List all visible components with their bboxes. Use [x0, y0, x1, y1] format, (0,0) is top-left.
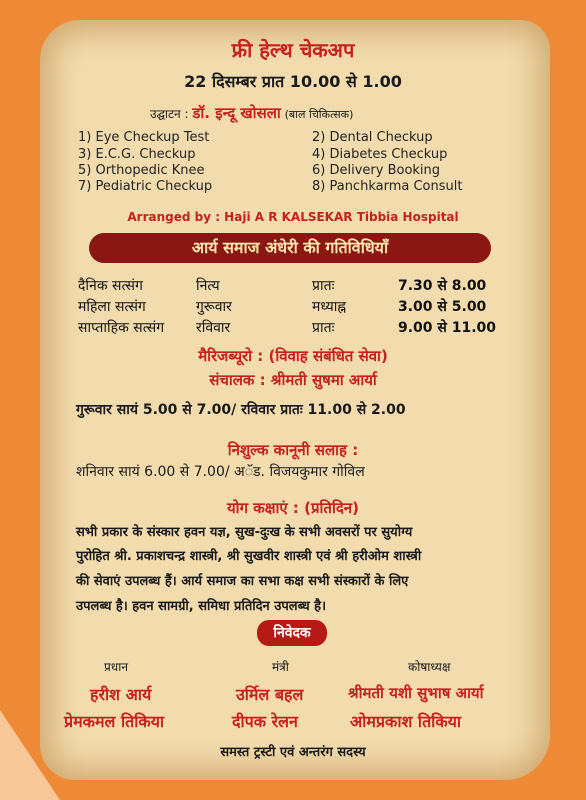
service-item: 5) Orthopedic Knee: [78, 163, 205, 178]
schedule-day: गुरूवार: [196, 299, 232, 315]
service-item: 8) Panchkarma Consult: [312, 179, 463, 194]
schedule-time: 7.30 से 8.00: [398, 278, 487, 294]
service-item: 4) Diabetes Checkup: [312, 147, 448, 162]
arranged-by: Arranged by : Haji A R KALSEKAR Tibbia Hospital: [127, 210, 459, 224]
schedule-name: दैनिक सत्संग: [78, 278, 143, 294]
schedule-period: प्रातः: [312, 320, 335, 336]
role-treasurer: कोषाध्यक्ष: [408, 660, 451, 674]
schedule-name: महिला सत्संग: [78, 299, 146, 315]
service-item: 1) Eye Checkup Test: [78, 130, 210, 145]
inaugurator-note: (बाल चिकित्सक): [284, 108, 354, 121]
inaugurator-name: डॉ. इन्दू खोसला: [192, 104, 281, 122]
paragraph-line: पुरोहित श्री. प्रकाशचन्द्र शास्त्री, श्री सुखवीर शास्त्री एवं श्री हरीओम शास्त्री: [76, 549, 422, 564]
officer-name: उर्मिल बहल: [236, 685, 304, 704]
nivedak-badge: निवेदक: [257, 620, 327, 646]
schedule-day: रविवार: [196, 320, 231, 336]
activities-banner: आर्य समाज अंधेरी की गतिविधियाँ: [89, 233, 491, 263]
marriage-bureau-director: संचालक : श्रीमती सुषमा आर्या: [209, 371, 377, 389]
marriage-bureau-timing: गुरूवार सायं 5.00 से 7.00/ रविवार प्रातः 11.00 से 2.00: [76, 402, 406, 418]
service-item: 3) E.C.G. Checkup: [78, 147, 196, 162]
event-title: फ्री हेल्थ चेकअप: [231, 38, 355, 62]
event-date-time: 22 दिसम्बर प्रात 10.00 से 1.00: [184, 72, 402, 91]
inauguration-label: उद्घाटन :: [150, 107, 189, 121]
paragraph-line: उपलब्ध है। हवन सामग्री, समिधा प्रतिदिन उपलब्ध है।: [76, 599, 327, 614]
marriage-bureau-title: मैरिजब्यूरो : (विवाह संबंधित सेवा): [198, 347, 388, 365]
role-secretary: मंत्री: [272, 660, 289, 674]
yoga-classes-title: योग कक्षाएं : (प्रतिदिन): [226, 499, 359, 517]
officer-name: श्रीमती यशी सुभाष आर्या: [348, 684, 484, 702]
footer-note: समस्त ट्रस्टी एवं अन्तरंग सदस्य: [220, 745, 366, 760]
paragraph-line: सभी प्रकार के संस्कार हवन यज्ञ, सुख-दुःख के सभी अवसरों पर सुयोग्य: [76, 525, 413, 540]
schedule-name: साप्ताहिक सत्संग: [78, 320, 165, 336]
schedule-day: नित्य: [196, 278, 220, 294]
officer-name: हरीश आर्य: [90, 685, 152, 704]
schedule-period: मध्याह्न: [312, 299, 347, 315]
service-item: 2) Dental Checkup: [312, 130, 433, 145]
schedule-time: 3.00 से 5.00: [398, 299, 487, 315]
member-name: दीपक रेलन: [232, 712, 298, 731]
service-item: 6) Delivery Booking: [312, 163, 441, 178]
schedule-time: 9.00 से 11.00: [398, 320, 497, 336]
schedule-period: प्रातः: [312, 278, 335, 294]
member-name: ओमप्रकाश तिकिया: [350, 712, 462, 731]
paragraph-line: की सेवाएं उपलब्ध हैं। आर्य समाज का सभा कक्ष सभी संस्कारों के लिए: [76, 574, 409, 589]
role-president: प्रधान: [104, 660, 128, 674]
legal-advice-title: निशुल्क कानूनी सलाह :: [227, 441, 359, 459]
inauguration-line: [150, 103, 353, 123]
member-name: प्रेमकमल तिकिया: [64, 712, 165, 731]
service-item: 7) Pediatric Checkup: [78, 179, 213, 194]
legal-advice-timing: शनिवार सायं 6.00 से 7.00/ अॅड. विजयकुमार गोविल: [76, 464, 365, 480]
